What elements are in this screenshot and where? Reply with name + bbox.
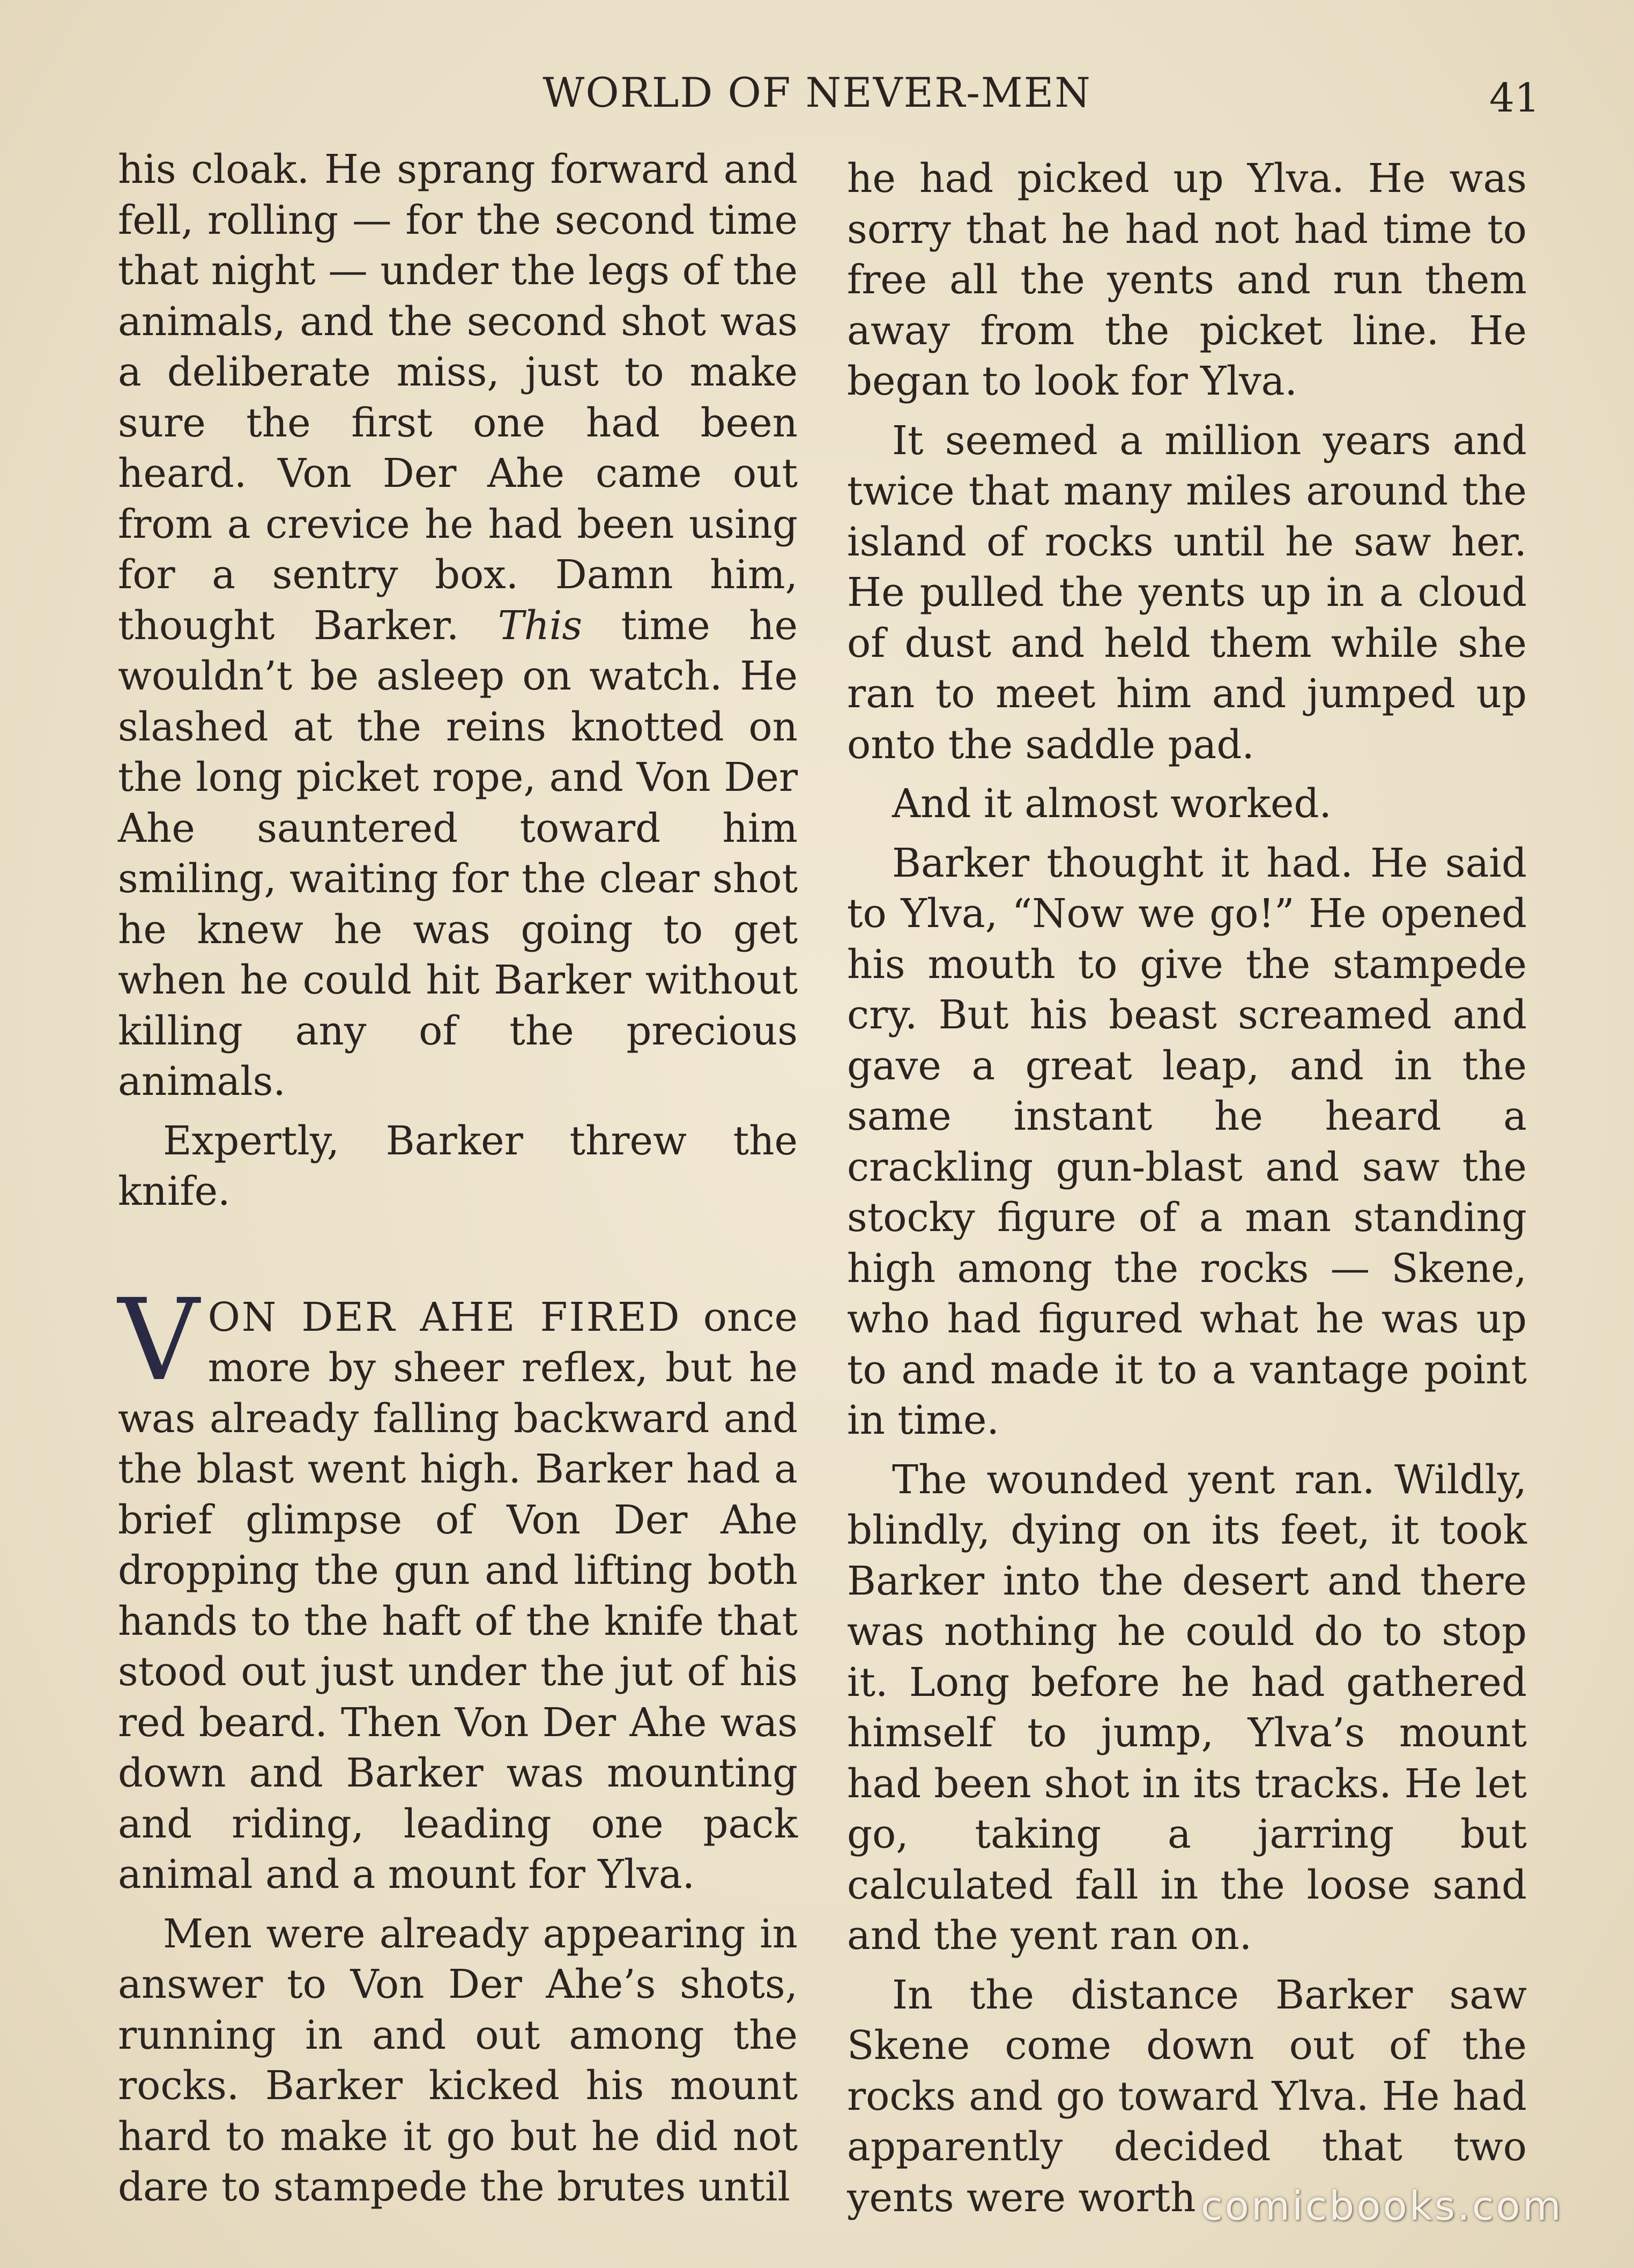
section-opening-paragraph: VON DER AHE FIRED once more by sheer reflex, but he was already falling backward and the blast went high. Barker had a brief glimpse of Von Der Ahe dropping the gun and lifting both hands to the haft of the knife that stood out just under the jut of his red beard. Then Von Der Ahe was down and Barker was mounting and riding, leading one pack animal and a mount for Ylva. [118,1274,798,1898]
paragraph: In the distance Barker saw Skene come down out of the rocks and go toward Ylva. He had apparently decided that two yents were worth [847,1972,1527,2221]
paragraph: Expertly, Barker threw the knife. [118,1118,798,1214]
watermark: comicbooks.com [1201,2183,1563,2229]
paragraph: his cloak. He sprang forward and fell, rolling — for the second time that night — under the legs of the animals, and the second shot was a deliberate miss, just to make sure the first one had been heard. Von Der Ahe came out from a crevice he had been using for a sentry box. Damn him, thought Barker. This time he wouldn’t be asleep on watch. He slashed at the reins knotted on the long picket rope, and Von Der Ahe sauntered toward him smiling, waiting for the clear shot he knew he was going to get when he could hit Barker without killing any of the precious animals. [118,147,798,1105]
paragraph: Barker thought it had. He said to Ylva, “Now we go!” He opened his mouth to give the stampede cry. But his beast screamed and gave a great leap, and in the same instant he heard a crackling gun-blast and saw the stocky figure of a man standing high among the rocks — Skene, who had figured what he was up to and made it to a vantage point in time. [847,840,1527,1443]
page-number: 41 [1489,75,1540,121]
left-column [118,145,798,2222]
paragraph: And it almost worked. [892,781,1332,827]
paragraph: he had picked up Ylva. He was sorry that he had not had time to free all the yents and run them away from the picket line. He began to look for Ylva. [847,156,1527,404]
running-title: WORLD OF NEVER-MEN [543,69,1091,116]
paragraph: The wounded yent ran. Wildly, blindly, dying on its feet, it took Barker into the desert and there was nothing he could do to stop it. Long before he had gathered himself to jump, Ylva’s mount had been shot in its tracks. He let go, taking a jarring but calculated fall in the loose sand and the yent ran on. [847,1457,1527,1959]
drop-cap: V [118,1274,199,1406]
right-column [847,154,1527,2232]
italic-word: This [497,603,583,649]
paragraph: It seemed a million years and twice that many miles around the island of rocks until he saw her. He pulled the yents up in a cloud of dust and held them while she ran to meet him and jumped up onto the saddle pad. [847,418,1527,768]
small-caps-lead: ON DER AHE FIRED [207,1294,681,1340]
paragraph: Men were already appearing in answer to Von Der Ahe’s shots, running in and out among the rocks. Barker kicked his mount hard to make it go but he did not dare to stampede the brutes until [118,1911,798,2210]
